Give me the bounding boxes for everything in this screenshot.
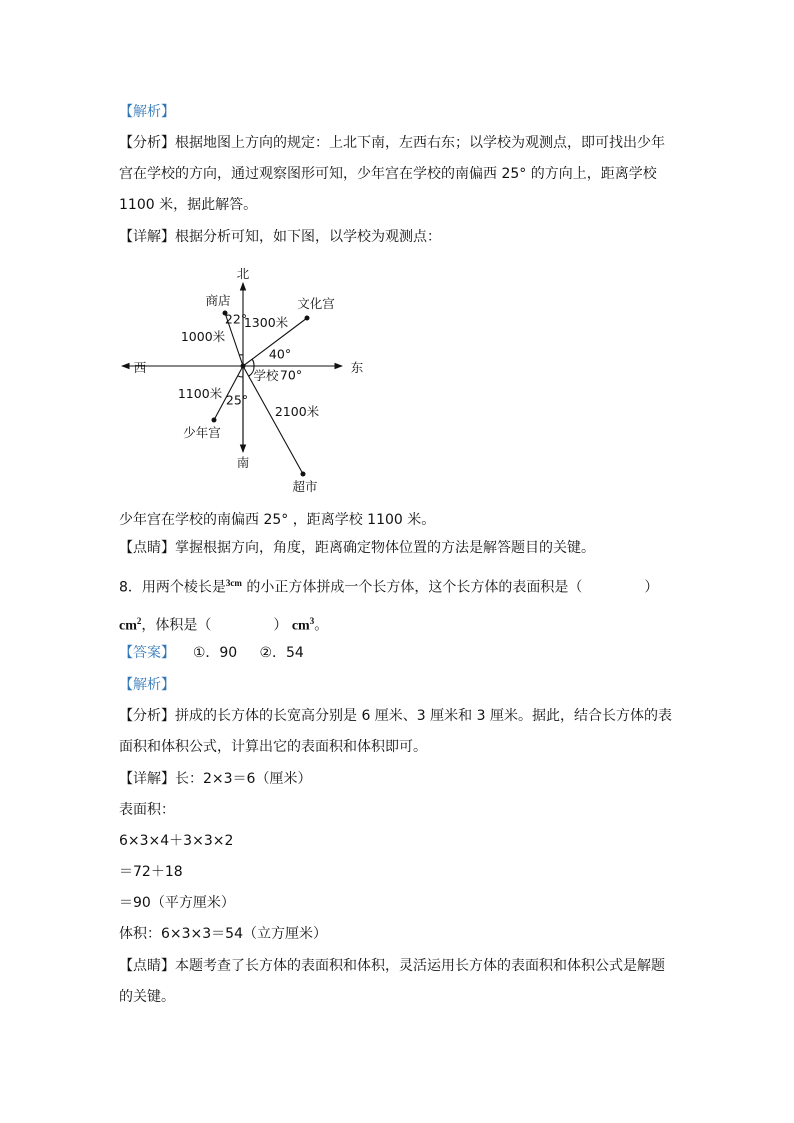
question-8-line-2: $cm^2$，体积是（ ） $cm^3$。	[119, 616, 329, 634]
school-label: 学校	[253, 368, 279, 383]
detail-line: 【详解】根据分析可知，如下图，以学校为观测点：	[119, 229, 441, 245]
analysis2-line-1: 【分析】拼成的长方体的长宽高分别是 6 厘米、3 厘米和 3 厘米。据此，结合长方体的表	[119, 708, 672, 724]
analysis-heading-2: 【解析】	[119, 677, 175, 693]
key-point-2-line-1: 【点睛】本题考查了长方体的表面积和体积，灵活运用长方体的表面积和体积公式是解题	[119, 958, 665, 974]
east-label: 东	[350, 360, 364, 375]
analysis-line-2: 宫在学校的方向，通过观察图形可知，少年宫在学校的南偏西 25° 的方向上，距离学校	[119, 166, 657, 182]
detail2-line-2: 表面积：	[119, 802, 175, 818]
detail2-line-1: 【详解】长：2×3＝6（厘米）	[119, 771, 312, 787]
detail2-line-4: ＝72＋18	[119, 864, 183, 880]
key-point-1: 【点睛】掌握根据方向，角度，距离确定物体位置的方法是解答题目的关键。	[119, 540, 595, 556]
question-8-line-1: 8．用两个棱长是$^{3cm}$ 的小正方体拼成一个长方体，这个长方体的表面积是（ ）	[119, 578, 659, 596]
analysis2-line-2: 面积和体积公式，计算出它的表面积和体积即可。	[119, 739, 427, 755]
detail2-line-3: 6×3×4＋3×3×2	[119, 833, 234, 849]
answer-line: 【答案】 ①．90 ②．54	[119, 645, 304, 661]
north-label: 北	[236, 266, 250, 281]
market-label: 超市	[292, 479, 318, 494]
detail2-line-5: ＝90（平方厘米）	[119, 895, 235, 911]
analysis-line-1: 【分析】根据地图上方向的规定：上北下南，左西右东；以学校为观测点，即可找出少年	[119, 135, 665, 151]
west-label: 西	[133, 360, 147, 375]
market-angle: 70°	[279, 367, 303, 383]
market-distance: 2100米	[274, 404, 320, 419]
conclusion: 少年宫在学校的南偏西 25° ，距离学校 1100 米。	[119, 512, 436, 528]
culture-distance: 1300米	[243, 315, 289, 330]
detail2-line-6: 体积：6×3×3＝54（立方厘米）	[119, 926, 327, 942]
youth-distance: 1100米	[177, 386, 223, 401]
shop-distance: 1000米	[180, 329, 226, 344]
analysis-line-3: 1100 米，据此解答。	[119, 197, 258, 213]
analysis-heading: 【解析】	[119, 104, 175, 120]
shop-label: 商店	[205, 293, 231, 308]
south-label: 南	[236, 455, 250, 470]
youth-angle: 25°	[225, 392, 249, 408]
culture-angle: 40°	[268, 346, 292, 362]
key-point-2-line-2: 的关键。	[119, 989, 175, 1005]
youth-label: 少年宫	[183, 425, 221, 440]
shop-angle: 22°	[224, 311, 248, 327]
direction-diagram	[0, 0, 794, 500]
culture-label: 文化宫	[297, 296, 335, 311]
